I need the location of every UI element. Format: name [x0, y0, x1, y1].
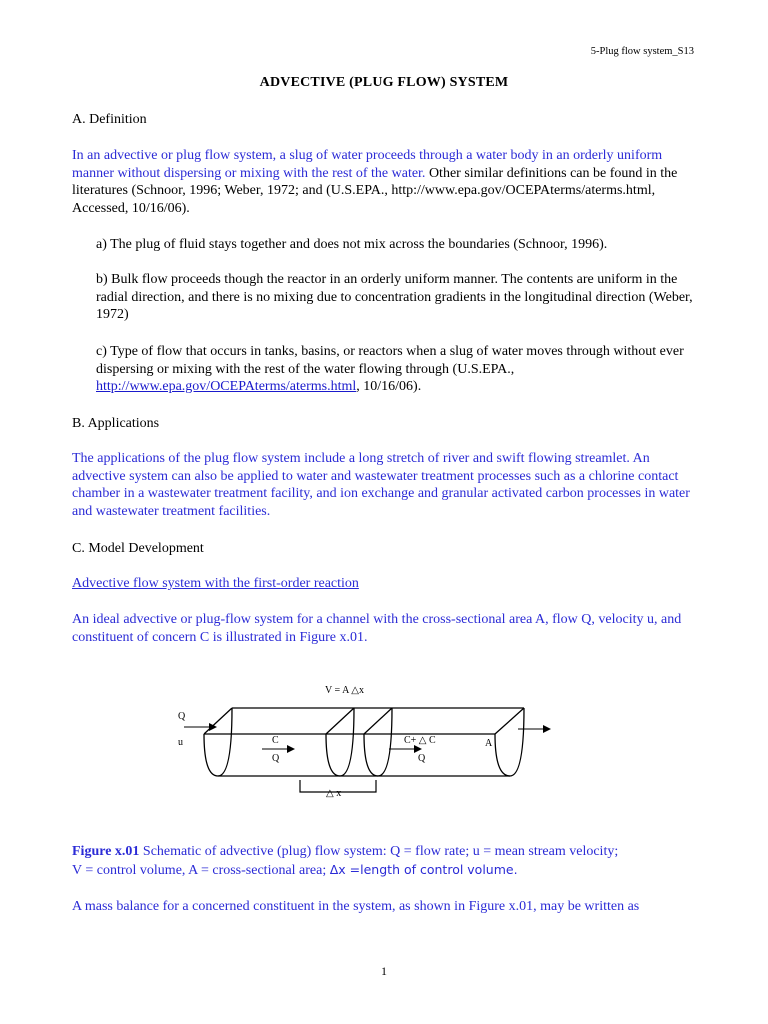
delta-x-label: △ x — [326, 788, 342, 799]
definition-item-a: a) The plug of fluid stays together and does not mix across the boundaries (Schnoor, 1996). — [96, 237, 608, 252]
area-a-label: A — [485, 738, 493, 749]
applications-paragraph: The applications of the plug flow system include a long stretch of river and swift flowing streamlet. An advective system can also be applied to water and wastewater treatment processes such as a chlorine contact chamber in a wastewater treatment facility, and ion exchange and granular activated carbon processes in water and wastewater treatment facilities. — [72, 451, 690, 519]
plug-flow-schematic — [0, 670, 768, 820]
model-intro-paragraph: An ideal advective or plug-flow system for a channel with the cross-sectional area A, flow Q, velocity u, and constituent of concern C is illustrated in Figure x.01. — [72, 612, 682, 645]
definition-sources: Other similar definitions can be found in the literatures (Schnoor, 1996; Weber, 1972; and (U.S.EPA., http://www.epa.gov/OCEPAterms/aterms.html, Accessed, 10/16/06). — [72, 165, 678, 216]
page-number: 1 — [381, 964, 387, 978]
section-b-heading: B. Applications — [72, 416, 160, 431]
volume-label: V = A △x — [325, 685, 364, 696]
caption-text-1: Schematic of advective (plug) flow system: Q = flow rate; u = mean stream velocity; — [139, 844, 619, 859]
concentration-c-delta-label: C+ △ C — [404, 735, 436, 746]
figure-label: Figure x.01 — [72, 844, 140, 859]
caption-text-2: V = control volume, A = cross-sectional area; — [72, 863, 330, 878]
flow-q-label: Q — [178, 711, 186, 722]
concentration-c-label: C — [272, 735, 279, 746]
definition-item-c-text: c) Type of flow that occurs in tanks, basins, or reactors when a slug of water moves through without ever dispersing or mixing with the rest of the water flowing through (U.S.EPA., — [96, 344, 684, 377]
definition-item-c-end: , 10/16/06). — [356, 379, 422, 394]
channel-outline — [204, 708, 524, 776]
flow-q-label-inner-1: Q — [272, 753, 280, 764]
definition-paragraph — [72, 147, 698, 217]
epa-link[interactable]: http://www.epa.gov/OCEPAterms/aterms.html — [96, 379, 357, 394]
caption-text-3: Δx =length of control volume. — [329, 862, 518, 877]
subsection-link[interactable]: Advective flow system with the first-order reaction — [72, 576, 359, 591]
flow-q-label-inner-2: Q — [418, 753, 426, 764]
mass-balance-paragraph: A mass balance for a concerned constituent in the system, as shown in Figure x.01, may be written as — [72, 899, 640, 914]
definition-highlight: In an advective or plug flow system, a slug of water proceeds through a water body in an orderly uniform manner without dispersing or mixing with the rest of the water. — [72, 148, 663, 181]
document-title: ADVECTIVE (PLUG FLOW) SYSTEM — [259, 75, 509, 90]
section-c-heading: C. Model Development — [72, 541, 204, 556]
page-header: 5-Plug flow system_S13 — [590, 46, 694, 57]
definition-item-c — [96, 343, 698, 396]
figure-caption — [72, 843, 698, 880]
subsection-heading — [72, 575, 698, 593]
section-a-heading: A. Definition — [72, 112, 147, 127]
definition-item-b: b) Bulk flow proceeds though the reactor in an orderly uniform manner. The contents are uniform in the radial direction, and there is no mixing due to concentration gradients in the longitudinal direction (Weber, 1972) — [96, 272, 693, 322]
velocity-u-label: u — [178, 737, 183, 748]
